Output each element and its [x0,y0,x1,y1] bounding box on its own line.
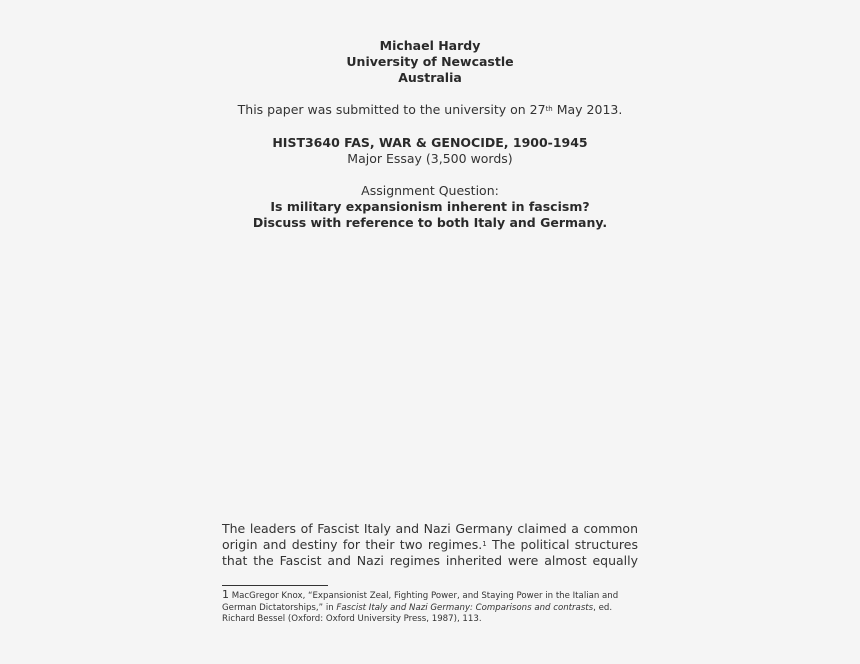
assignment-label: Assignment Question: [361,183,499,198]
submission-suffix: May 2013. [552,102,623,117]
footnote-text-2-rest: , ed. [593,602,613,613]
course-title: HIST3640 FAS, WAR & GENOCIDE, 1900-1945 [272,135,588,150]
footnote-divider [222,585,328,586]
body-line-2-text: origin and destiny for their two regimes. [222,537,483,552]
body-line-3: that the Fascist and Nazi regimes inherited were almost equally [222,553,638,568]
author-country: Australia [398,70,462,85]
footnote-number: 1 [222,588,229,601]
submission-prefix: This paper was submitted to the university on 27 [237,102,546,117]
body-line-2 [222,537,638,553]
footnote-line-1 [222,589,642,603]
footnote-marker[interactable]: 1 [482,540,487,548]
footnote-line-3: Richard Bessel (Oxford: Oxford University Press, 1987), 113. [222,614,482,624]
footnote-book-title: Fascist Italy and Nazi Germany: Comparisons and contrasts [336,602,594,613]
assignment-block [0,183,860,231]
submission-ordinal: th [545,105,553,113]
submission-note [0,102,860,118]
body-line-1: The leaders of Fascist Italy and Nazi Germany claimed a common [222,521,638,536]
footnote [222,589,642,626]
footnote-text-1: MacGregor Knox, “Expansionist Zeal, Fighting Power, and Staying Power in the Italian and [229,591,619,601]
assignment-question-line-1: Is military expansionism inherent in fascism? [270,199,590,214]
footnote-line-2 [222,603,642,615]
course-block [0,135,860,167]
author-block [0,38,860,86]
footnote-text-2: German Dictatorships,” in [222,602,337,613]
course-subtitle: Major Essay (3,500 words) [347,151,513,166]
author-name: Michael Hardy [379,38,481,53]
body-line-2-rest: The political structures [486,537,638,552]
author-institution: University of Newcastle [346,54,514,69]
assignment-question-line-2: Discuss with reference to both Italy and Germany. [252,215,608,230]
essay-body [222,521,638,569]
